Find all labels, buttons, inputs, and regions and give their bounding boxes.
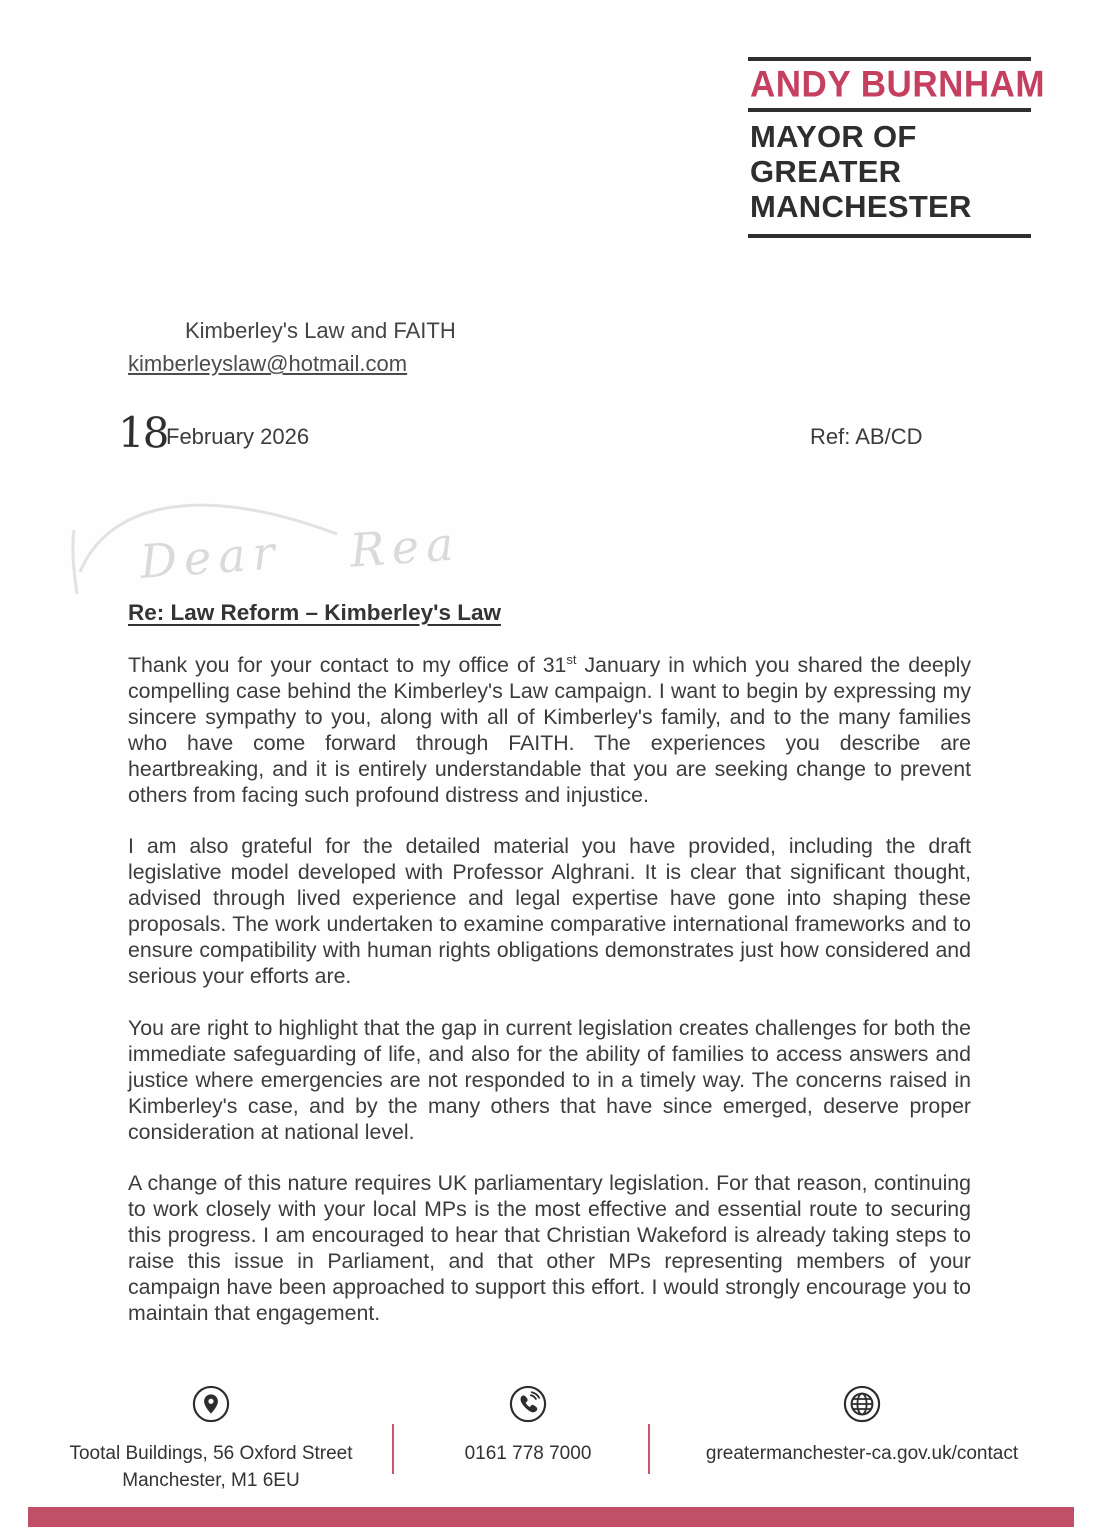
handwritten-day: 18 [117,407,168,458]
paragraph-1-text: Thank you for your contact to my office of 31 [128,653,567,677]
gm-mayor-logo [748,57,1046,238]
footer-address-line2: Manchester, M1 6EU [122,1470,300,1491]
logo-title-line: MANCHESTER [750,189,972,224]
logo-name: ANDY BURNHAM [750,64,1046,106]
reference-number: Ref: AB/CD [810,424,923,449]
recipient-email-link[interactable]: kimberleyslaw@hotmail.com [128,351,408,376]
footer-address-line1: Tootal Buildings, 56 Oxford Street [69,1443,353,1464]
paragraph-2: I am also grateful for the detailed material you have provided, including the draft legislative model developed with Professor Alghrani. It is clear that significant thought, advised through lived experience and legal expertise have gone into shaping these proposals. The work undertaken to examine comparative international frameworks and to ensure compatibility with human rights obligations demonstrates just how considered and serious your efforts are. [128,834,971,988]
handwritten-name: Rea [348,516,463,578]
letter-body [128,653,971,1353]
logo-rule-bottom [748,234,1031,238]
footer-accent-bar [28,1507,1074,1527]
footer-divider [392,1424,394,1474]
paragraph-1 [128,653,971,808]
recipient-organisation: Kimberley's Law and FAITH [185,318,456,343]
logo-title-line: MAYOR OF [750,119,917,154]
phone-icon [508,1384,548,1424]
location-pin-icon [191,1384,231,1424]
paragraph-1-text: January in which you shared the deeply compelling case behind the Kimberley's Law campaign. I want to begin by expressing my sincere sympathy to you, along with all of Kimberley's family, and to the many families who have come forward through FAITH. The experiences you describe are heartbreaking, and it is entirely understandable that you are seeking change to prevent others from facing such profound distress and injustice. [128,653,971,807]
subject-line: Re: Law Reform – Kimberley's Law [128,600,501,625]
footer-address-column [55,1384,367,1494]
paragraph-3: You are right to highlight that the gap in current legislation creates challenges for both the immediate safeguarding of life, and also for the ability of families to access answers and justice where emergencies are not responded to in a timely way. The concerns raised in Kimberley's case, and by the many others that have since emerged, deserve proper consideration at national level. [128,1015,971,1144]
footer-website-url: greatermanchester-ca.gov.uk/contact [705,1443,1019,1464]
footer-divider [648,1424,650,1474]
footer-website-column [662,1384,1062,1467]
handwritten-salutation [62,472,512,612]
logo-title-line: GREATER [750,154,902,189]
letter-date: February 2026 [166,424,310,449]
footer-phone-column [418,1384,638,1467]
logo-title [748,112,1031,234]
recipient-block [128,318,456,377]
footer-phone-number: 0161 778 7000 [464,1443,592,1464]
paragraph-4: A change of this nature requires UK parliamentary legislation. For that reason, continuing to work closely with your local MPs is the most effective and essential route to securing this progress. I am encouraged to hear that Christian Wakeford is already taking steps to raise this issue in Parliament, and that other MPs representing members of your campaign have been approached to support this effort. I would strongly encourage you to maintain that engagement. [128,1171,971,1325]
ordinal-superscript: st [566,651,577,667]
globe-icon [842,1384,882,1424]
handwritten-dear: Dear [138,525,284,589]
